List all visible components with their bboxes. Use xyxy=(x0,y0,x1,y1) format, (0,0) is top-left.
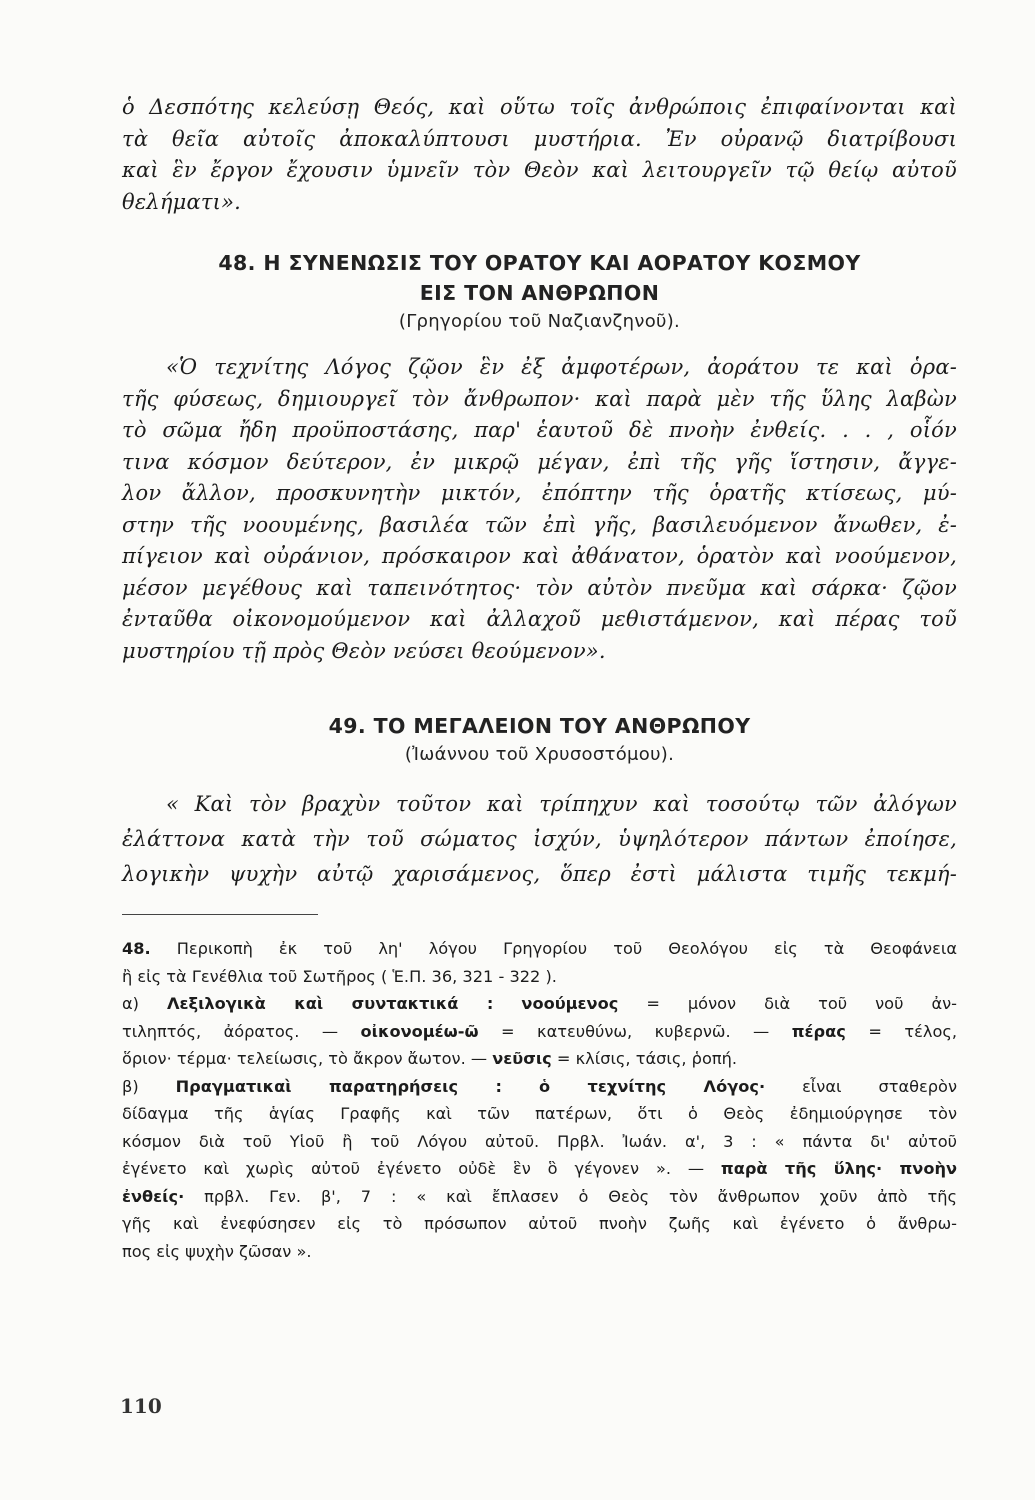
footnote-line xyxy=(122,1183,957,1211)
text-line: τὰ θεῖα αὐτοῖς ἀποκαλύπτουσι μυστήρια. Ἐν οὐρανῷ διατρίβουσι xyxy=(122,126,957,151)
page-number: 110 xyxy=(120,1394,162,1418)
footnote-label: β) xyxy=(122,1076,139,1096)
text-line: πίγειον καὶ οὐράνιον, πρόσκαιρον καὶ ἀθάνατον, ὁρατὸν καὶ νοούμενον, xyxy=(122,544,957,568)
footnotes xyxy=(122,935,957,1265)
footnote-label: α) xyxy=(122,994,139,1013)
definition: = τέλος, xyxy=(868,1021,958,1041)
footnote-line: κόσμον διὰ τοῦ Υἱοῦ ἢ τοῦ Λόγου αὐτοῦ. Πρβλ. Ἰωάν. α', 3 : « πάντα δι' αὐτοῦ xyxy=(122,1131,957,1151)
footnote-line xyxy=(122,1045,957,1073)
text-line: τῆς φύσεως, δημιουργεῖ τὸν ἄνθρωπον· καὶ παρὰ μὲν τῆς ὕλης λαβὼν xyxy=(122,386,957,411)
text-line: καὶ ἓν ἔργον ἔχουσιν ὑμνεῖν τὸν Θεὸν καὶ λειτουργεῖν τῷ θείῳ αὐτοῦ xyxy=(122,158,957,182)
section-48-quote xyxy=(122,352,957,667)
footnote-line: πος εἰς ψυχὴν ζῶσαν ». xyxy=(122,1241,312,1261)
section-48-heading xyxy=(122,248,957,336)
footnote-line xyxy=(122,1155,957,1183)
section-48-author: (Γρηγορίου τοῦ Ναζιανζηνοῦ). xyxy=(398,311,681,332)
footnote-line xyxy=(122,990,957,1018)
footnote-label: 48. xyxy=(122,939,151,958)
text-line: ὁ Δεσπότης κελεύσῃ Θεός, καὶ οὕτω τοῖς ἀνθρώποις ἐπιφαίνονται καὶ xyxy=(122,95,957,119)
footnote-text: πρβλ. Γεν. β', 7 : « καὶ ἔπλασεν ὁ Θεὸς τὸν ἄνθρωπον χοῦν ἀπὸ τῆς xyxy=(204,1186,957,1206)
section-49-heading xyxy=(122,711,957,769)
footnote-heading: Πραγματικαὶ παρατηρήσεις : xyxy=(175,1076,502,1096)
text-line: μέσον μεγέθους καὶ ταπεινότητος· τὸν αὐτὸν πνεῦμα καὶ σάρκα· ζῷον xyxy=(122,575,957,600)
section-48-title-line2: ΕΙΣ ΤΟΝ ΑΝΘΡΩΠΟΝ xyxy=(419,281,660,305)
footnote-text: ἐγένετο καὶ χωρὶς αὐτοῦ ἐγένετο οὐδὲ ἓν ὃ γέγονεν ». — xyxy=(122,1159,705,1178)
term: νεῦσις xyxy=(492,1049,552,1068)
text-line: λον ἄλλον, προσκυνητὴν μικτόν, ἐπόπτην τῆς ὁρατῆς κτίσεως, μύ- xyxy=(122,481,957,505)
text-line: τινα κόσμον δεύτερον, ἐν μικρῷ μέγαν, ἐπὶ τῆς γῆς ἵστησιν, ἄγγε- xyxy=(122,449,957,474)
footnote-line: δίδαγμα τῆς ἁγίας Γραφῆς καὶ τῶν πατέρων, ὅτι ὁ Θεὸς ἐδημιούργησε τὸν xyxy=(122,1104,957,1123)
text-line: στην τῆς νοουμένης, βασιλέα τῶν ἐπὶ γῆς, βασιλευόμενον ἄνωθεν, ἐ- xyxy=(122,512,957,537)
definition: = κλίσις, τάσις, ῥοπή. xyxy=(556,1049,738,1068)
text-line: μυστηρίου τῇ πρὸς Θεὸν νεύσει θεούμενον». xyxy=(122,638,606,663)
section-49-quote xyxy=(122,787,957,892)
top-paragraph xyxy=(122,92,957,218)
section-49-author: (Ἰωάννου τοῦ Χρυσοστόμου). xyxy=(404,744,675,765)
text-line: τὸ σῶμα ἤδη προϋποστάσης, παρ' ἑαυτοῦ δὲ πνοὴν ἐνθείς. . . , οἷόν xyxy=(122,418,957,442)
footnote-line xyxy=(122,1018,957,1046)
term: πέρας xyxy=(791,1021,846,1041)
term: νοούμενος xyxy=(521,994,619,1013)
text-line: θελήματι». xyxy=(122,189,242,214)
footnote-text: εἶναι σταθερὸν xyxy=(802,1076,957,1096)
term: ὁ τεχνίτης Λόγος· xyxy=(538,1076,766,1096)
footnote-line: γῆς καὶ ἐνεφύσησεν εἰς τὸ πρόσωπον αὐτοῦ πνοὴν ζωῆς καὶ ἐγένετο ὁ ἄνθρω- xyxy=(122,1214,957,1233)
definition: = κατευθύνω, κυβερνῶ. — xyxy=(501,1021,770,1041)
term: οἰκονομέω-ῶ xyxy=(360,1021,479,1041)
term: παρὰ τῆς ὕλης· πνοὴν xyxy=(720,1159,958,1178)
definition: = μόνον διὰ τοῦ νοῦ ἀν- xyxy=(646,994,958,1013)
text-line: «Ὁ τεχνίτης Λόγος ζῷον ἓν ἐξ ἀμφοτέρων, ἀοράτου τε καὶ ὁρα- xyxy=(166,355,957,379)
section-49-title: 49. ΤΟ ΜΕΓΑΛΕΙΟΝ ΤΟΥ ΑΝΘΡΩΠΟΥ xyxy=(328,714,751,738)
footnote-heading: Λεξιλογικὰ καὶ συντακτικά : xyxy=(167,994,494,1013)
footnote-line xyxy=(122,1073,957,1101)
text-line: ἐλάττονα κατὰ τὴν τοῦ σώματος ἰσχύν, ὑψηλότερον πάντων ἐποίησε, xyxy=(122,827,957,851)
footnote-text: τιληπτός, ἀόρατος. — xyxy=(122,1021,339,1041)
footnote-line: ἢ εἰς τὰ Γενέθλια τοῦ Σωτῆρος ( Ἑ.Π. 36, 321 - 322 ). xyxy=(122,966,557,986)
term: ἐνθείς· xyxy=(122,1186,185,1206)
text-line: ἐνταῦθα οἰκονομούμενον καὶ ἀλλαχοῦ μεθιστάμενον, καὶ πέρας τοῦ xyxy=(122,607,957,631)
footnote-text: Περικοπὴ ἐκ τοῦ λη' λόγου Γρηγορίου τοῦ Θεολόγου εἰς τὰ Θεοφάνεια xyxy=(176,939,957,958)
text-line: λογικὴν ψυχὴν αὐτῷ χαρισάμενος, ὅπερ ἐστὶ μάλιστα τιμῆς τεκμή- xyxy=(122,862,957,886)
footnote-text: ὅριον· τέρμα· τελείωσις, τὸ ἄκρον ἄωτον. — xyxy=(122,1049,488,1068)
text-line: « Καὶ τὸν βραχὺν τοῦτον καὶ τρίπηχυν καὶ τοσούτῳ τῶν ἀλόγων xyxy=(166,792,957,816)
footnote-line xyxy=(122,935,957,963)
section-48-title-line1: 48. Η ΣΥΝΕΝΩΣΙΣ ΤΟΥ ΟΡΑΤΟΥ ΚΑΙ ΑΟΡΑΤΟΥ ΚΟΣΜΟΥ xyxy=(218,251,861,275)
footnote-rule xyxy=(122,914,318,915)
